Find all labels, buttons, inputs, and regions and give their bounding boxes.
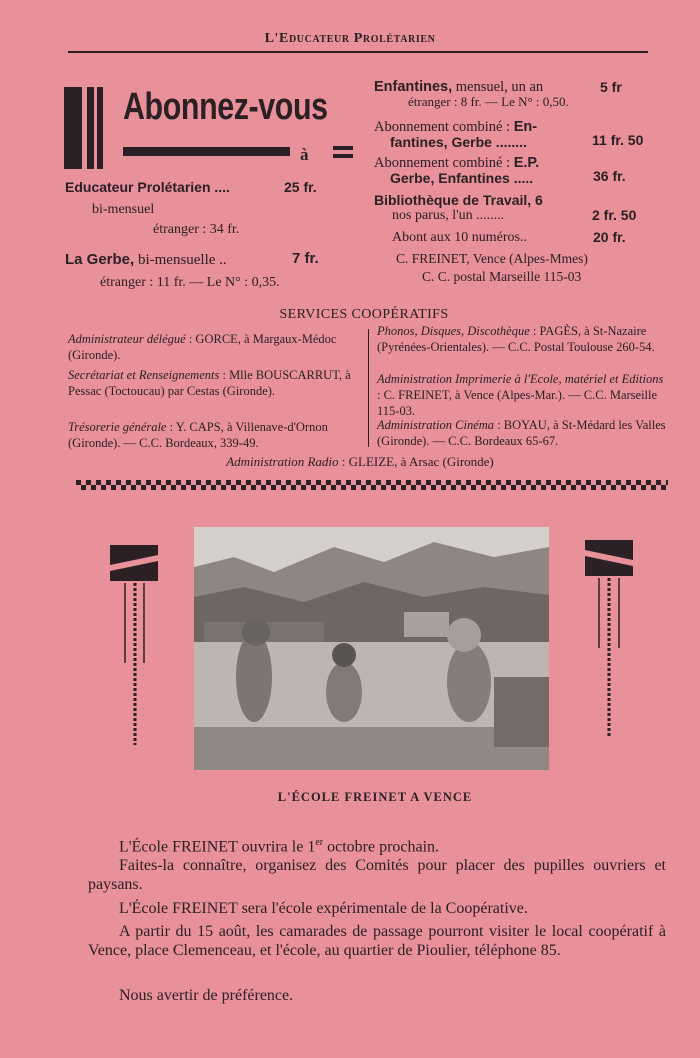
para-opening-b: octobre prochain. xyxy=(327,838,440,856)
photo-caption: L'ÉCOLE FREINET A VENCE xyxy=(277,790,473,804)
service-imprimerie-label: Administration Imprimerie à l'Ecole, matériel et Editions xyxy=(377,372,664,386)
service-imprimerie xyxy=(377,371,669,419)
service-cinema-label: Administration Cinéma xyxy=(377,418,495,432)
combo2-bold: E.P. xyxy=(513,155,540,171)
photo-children-pool xyxy=(194,527,549,770)
freinet-address: C. FREINET, Vence (Alpes-Mmes) xyxy=(396,251,588,266)
para-experimentale: L'École FREINET sera l'école expérimentale de la Coopérative. xyxy=(119,900,528,917)
gerbe-etranger: étranger : 11 fr. — Le N° : 0,35. xyxy=(100,275,280,290)
educateur-etranger: étranger : 34 fr. xyxy=(153,222,240,237)
service-tresorerie-label: Trésorerie générale xyxy=(68,420,167,434)
combo1-price: 11 fr. 50 xyxy=(592,132,644,148)
abon10-line: Abont aux 10 numéros.. xyxy=(392,230,527,245)
service-radio xyxy=(0,454,700,470)
abonnez-underline xyxy=(123,147,290,156)
enfantines-etranger: étranger : 8 fr. — Le N° : 0,50. xyxy=(408,94,569,109)
combo2-line-b: Gerbe, Enfantines ..... xyxy=(390,170,534,186)
educateur-name: Educateur Prolétarien .... xyxy=(65,179,230,195)
service-cinema xyxy=(377,417,669,449)
ornament-right xyxy=(583,538,635,740)
biblio-line-b: nos parus, l'un ........ xyxy=(392,208,505,223)
service-admin-text: : GORCE, à Margaux-Médoc (Gironde). xyxy=(68,332,337,362)
educateur-price: 25 fr. xyxy=(284,179,317,195)
combo2-price: 36 fr. xyxy=(593,168,626,184)
service-admin xyxy=(68,331,361,363)
gerbe-name: La Gerbe, xyxy=(65,251,135,268)
para-avertir: Nous avertir de préférence. xyxy=(119,987,294,1004)
service-phonos xyxy=(377,323,669,355)
service-cinema-text: : BOYAU, à St-Médard les Valles (Gironde). — C.C. Bordeaux 65-67. xyxy=(377,418,666,448)
service-radio-text: : GLEIZE, à Arsac (Gironde) xyxy=(341,454,494,469)
abonnez-a: à xyxy=(300,145,309,164)
enfantines-text: mensuel, un an xyxy=(455,79,544,95)
service-tresorerie-text: : Y. CAPS, à Villenave-d'Ornon (Gironde). — C.C. Bordeaux, 339-49. xyxy=(68,420,328,450)
checker-divider xyxy=(76,480,668,490)
biblio-price: 2 fr. 50 xyxy=(592,207,637,223)
decor-dash-2 xyxy=(333,154,353,158)
biblio-line-a: Bibliothèque de Travail, 6 xyxy=(374,192,543,208)
running-header: L'Educateur Prolétarien xyxy=(264,31,436,46)
decor-bar-thin-2 xyxy=(97,87,103,169)
abonnez-title: Abonnez-vous xyxy=(123,86,328,128)
decor-dash-1 xyxy=(333,146,353,150)
decor-bar-thin-1 xyxy=(87,87,94,169)
combo1-label: Abonnement combiné : xyxy=(374,119,511,135)
para-opening-sup: er xyxy=(315,837,324,848)
header-rule xyxy=(68,51,648,53)
service-radio-label: Administration Radio xyxy=(226,454,339,469)
gerbe-line xyxy=(65,251,227,269)
services-divider xyxy=(368,329,369,447)
combo2-label: Abonnement combiné : xyxy=(374,155,511,171)
gerbe-freq: bi-mensuelle .. xyxy=(137,252,227,268)
service-imprimerie-text: : C. FREINET, à Vence (Alpes-Mar.). — C.C. Marseille 115-03. xyxy=(377,388,658,418)
services-title: SERVICES COOPÉRATIFS xyxy=(279,307,449,322)
gerbe-price: 7 fr. xyxy=(292,250,319,267)
para-opening xyxy=(119,833,679,856)
service-phonos-text: : PAGÈS, à St-Nazaire (Pyrénées-Orientales). — C.C. Postal Toulouse 260-54. xyxy=(377,324,655,354)
para-visite: A partir du 15 août, les camarades de passage pourront visiter le local coopératif à Vence, place Clemenceau, et l'école, au quartier de Pioulier, téléphone 85. xyxy=(88,923,666,959)
para-comites: Faites-la connaître, organisez des Comités pour placer des pupilles ouvriers et paysans. xyxy=(88,857,666,893)
abon10-price: 20 fr. xyxy=(593,229,626,245)
service-secretariat-label: Secrétariat et Renseignements xyxy=(68,368,220,382)
decor-bar-thick xyxy=(64,87,82,169)
ccp-line: C. C. postal Marseille 115-03 xyxy=(422,269,582,284)
educateur-freq: bi-mensuel xyxy=(92,202,155,217)
service-tresorerie xyxy=(68,419,361,451)
service-admin-label: Administrateur délégué xyxy=(68,332,186,346)
service-secretariat-text: : Mlle BOUSCARRUT, à Pessac (Toctoucau) par Cestas (Gironde). xyxy=(68,368,351,398)
ornament-left xyxy=(108,543,160,748)
enfantines-price: 5 fr xyxy=(600,79,622,95)
para-opening-a: L'École FREINET ouvrira le 1 xyxy=(119,838,316,856)
combo1-bold: En- xyxy=(513,119,538,135)
enfantines-name: Enfantines, xyxy=(374,79,453,95)
service-phonos-label: Phonos, Disques, Discothèque xyxy=(377,324,530,338)
combo1-line-b: fantines, Gerbe ........ xyxy=(390,134,527,150)
service-secretariat xyxy=(68,367,361,399)
